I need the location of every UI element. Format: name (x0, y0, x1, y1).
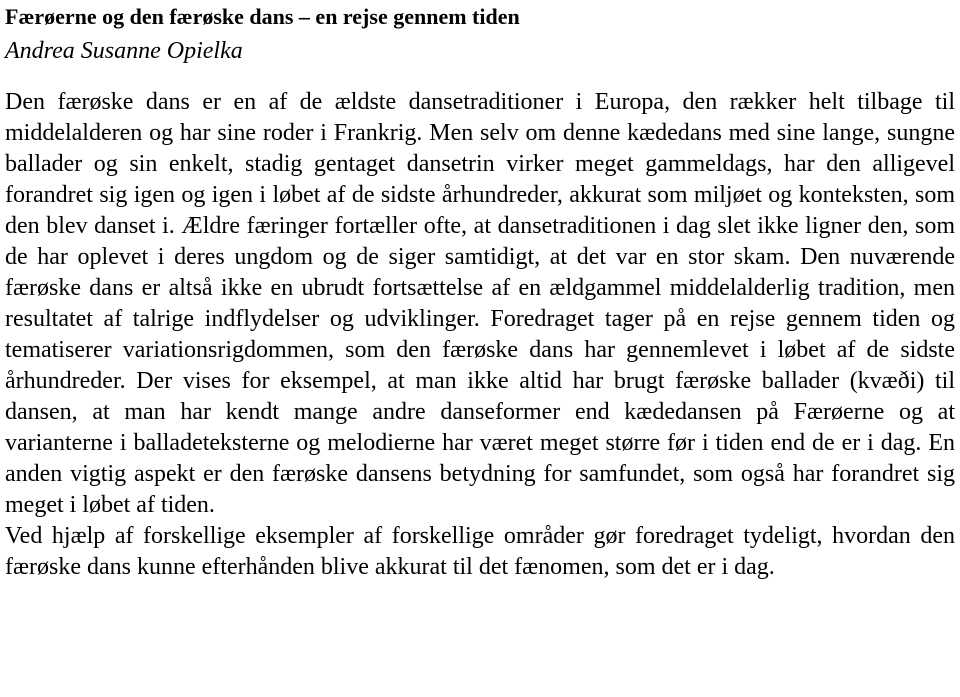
body-paragraph-2: Ved hjælp af forskellige eksempler af forskellige områder gør foredraget tydeligt, hvordan den færøske dans kunne efterhånden blive akkurat til det fænomen, som det er i dag. (5, 523, 955, 580)
document-page (5, 0, 955, 583)
body-paragraph-1: Den færøske dans er en af de ældste dansetraditioner i Europa, den rækker helt tilbage til middelalderen og har sine roder i Frankrig. Men selv om denne kædedans med sine lange, sungne ballader og sin enkelt, stadig gentaget dansetrin virker meget gammeldags, har den alligevel forandret sig igen og igen i løbet af de sidste århundreder, akkurat som miljøet og konteksten, som den blev danset i. Ældre færinger fortæller ofte, at dansetraditionen i dag slet ikke ligner den, som de har oplevet i deres ungdom og de siger samtidigt, at det var en stor skam. Den nuværende færøske dans er altså ikke en ubrudt fortsættelse af en ældgammel middelalderlig tradition, men resultatet af talrige indflydelser og udviklinger. Foredraget tager på en rejse gennem tiden og tematiserer variationsrigdommen, som den færøske dans har gennemlevet i løbet af de sidste århundreder. Der vises for eksempel, at man ikke altid har brugt færøske ballader (kvæði) til dansen, at man har kendt mange andre danseformer end kædedansen på Færøerne og at varianterne i balladeteksterne og melodierne har været meget større før i tiden end de er i dag. En anden vigtig aspekt er den færøske dansens betydning for samfundet, som også har forandret sig meget i løbet af tiden. (5, 89, 955, 518)
document-title: Færøerne og den færøske dans – en rejse gennem tiden (5, 4, 520, 29)
document-author: Andrea Susanne Opielka (5, 38, 243, 64)
